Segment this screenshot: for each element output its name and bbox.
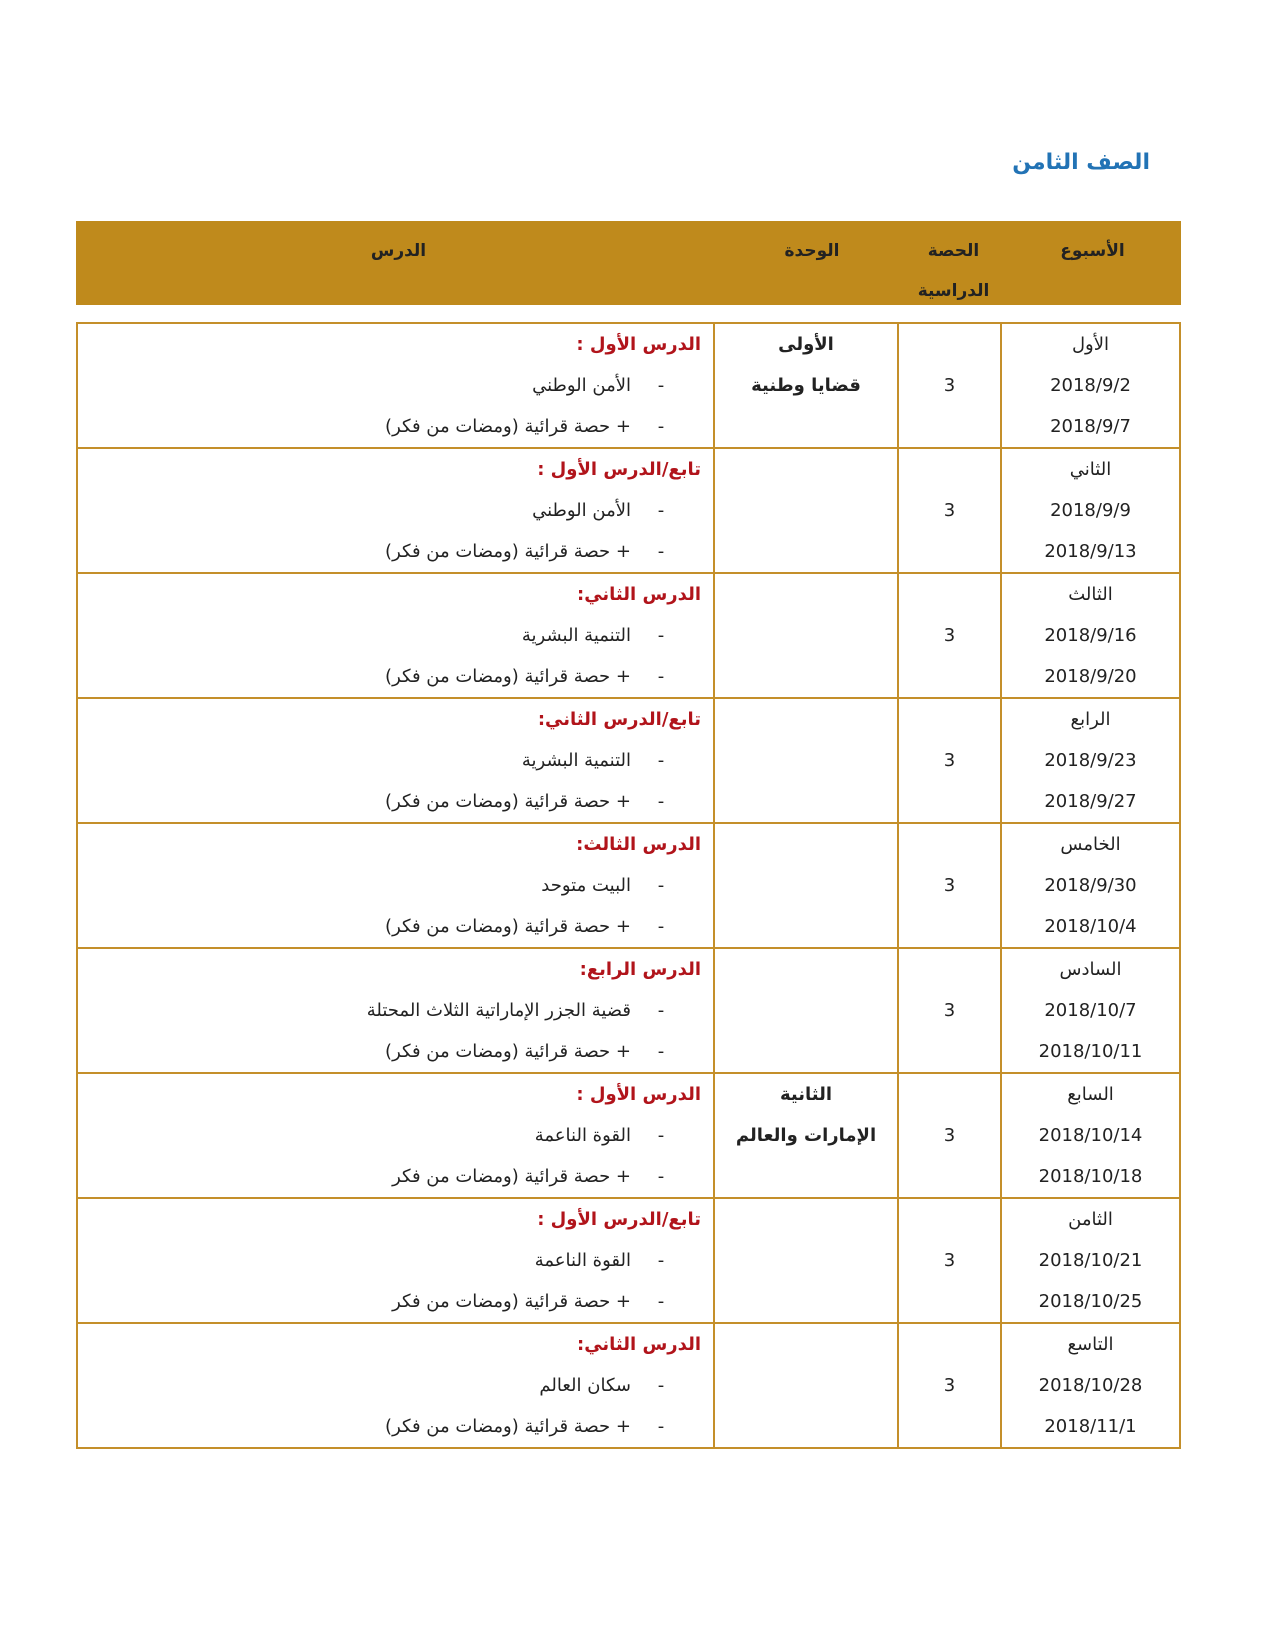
week-name: الثالث: [1068, 584, 1113, 605]
week-name: الثاني: [1069, 459, 1112, 480]
week-end: 2018/9/27: [1044, 791, 1137, 812]
unit-cell: [714, 1323, 898, 1448]
week-cell: [1001, 448, 1180, 573]
week-end: 2018/9/7: [1050, 416, 1131, 437]
bullet-dash: -: [657, 625, 665, 646]
week-name: السادس: [1059, 959, 1122, 980]
week-start: 2018/10/7: [1044, 1000, 1137, 1021]
week-name: الثامن: [1068, 1209, 1113, 1230]
week-start: 2018/9/2: [1050, 375, 1131, 396]
lesson-topic: الأمن الوطني: [532, 500, 631, 521]
unit-number: [715, 1199, 897, 1240]
bullet-dash: -: [657, 500, 665, 521]
unit-title: [715, 740, 897, 781]
sessions-cell: [898, 1323, 1001, 1448]
schedule-table: [76, 322, 1181, 1449]
unit-title: [715, 990, 897, 1031]
lesson-topic: البيت متوحد: [541, 875, 631, 896]
unit-cell: [714, 573, 898, 698]
week-name: السابع: [1067, 1084, 1114, 1105]
lesson-cell: [77, 698, 714, 823]
unit-number: [715, 824, 897, 865]
unit-cell: [714, 698, 898, 823]
lesson-cell: [77, 823, 714, 948]
unit-number: الأولى: [778, 334, 834, 355]
bullet-dash: -: [657, 1125, 665, 1146]
table-row: [77, 1323, 1180, 1448]
sessions-cell: [898, 1073, 1001, 1198]
unit-cell: [714, 1198, 898, 1323]
table-row: [77, 698, 1180, 823]
reading-session: + حصة قرائية (ومضات من فكر): [385, 1041, 631, 1062]
sessions-count: 3: [943, 1375, 956, 1396]
lesson-topic: التنمية البشرية: [521, 750, 631, 771]
bullet-dash: -: [657, 416, 665, 437]
bullet-dash: -: [657, 875, 665, 896]
sessions-cell: [898, 448, 1001, 573]
week-start: 2018/10/28: [1038, 1375, 1143, 1396]
bullet-dash: -: [657, 541, 665, 562]
lesson-topic: سكان العالم: [539, 1375, 631, 1396]
sessions-cell: [898, 948, 1001, 1073]
bullet-dash: -: [657, 916, 665, 937]
lesson-cell: [77, 448, 714, 573]
week-end: 2018/11/1: [1044, 1416, 1137, 1437]
lesson-topic: الأمن الوطني: [532, 375, 631, 396]
reading-session: + حصة قرائية (ومضات من فكر): [385, 916, 631, 937]
week-cell: [1001, 823, 1180, 948]
lesson-topic: القوة الناعمة: [534, 1250, 631, 1271]
unit-title: [715, 1240, 897, 1281]
unit-number: [715, 574, 897, 615]
header-sessions-line1: الحصة: [927, 241, 980, 261]
bullet-dash: -: [657, 666, 665, 687]
unit-title: [715, 1365, 897, 1406]
bullet-dash: -: [657, 1291, 665, 1312]
week-start: 2018/10/21: [1038, 1250, 1143, 1271]
week-start: 2018/9/9: [1050, 500, 1131, 521]
lesson-cell: [77, 948, 714, 1073]
week-end: 2018/10/4: [1044, 916, 1137, 937]
week-cell: [1001, 698, 1180, 823]
sessions-count: 3: [943, 1125, 956, 1146]
week-cell: [1001, 323, 1180, 448]
lesson-heading: الدرس الأول :: [576, 1084, 701, 1105]
bullet-dash: -: [657, 1166, 665, 1187]
unit-title: [715, 865, 897, 906]
table-row: [77, 1073, 1180, 1198]
week-name: التاسع: [1067, 1334, 1114, 1355]
lesson-topic: التنمية البشرية: [521, 625, 631, 646]
sessions-cell: [898, 573, 1001, 698]
unit-cell: [714, 948, 898, 1073]
table-row: [77, 823, 1180, 948]
reading-session: + حصة قرائية (ومضات من فكر: [392, 1166, 631, 1187]
unit-number: [715, 1324, 897, 1365]
week-cell: [1001, 1198, 1180, 1323]
lesson-heading: الدرس الأول :: [576, 334, 701, 355]
lesson-heading: الدرس الثاني:: [577, 584, 701, 605]
reading-session: + حصة قرائية (ومضات من فكر): [385, 541, 631, 562]
week-name: الرابع: [1070, 709, 1111, 730]
week-cell: [1001, 573, 1180, 698]
table-row: [77, 323, 1180, 448]
unit-number: الثانية: [779, 1084, 833, 1105]
table-row: [77, 948, 1180, 1073]
week-cell: [1001, 1323, 1180, 1448]
table-row: [77, 1198, 1180, 1323]
week-end: 2018/10/11: [1038, 1041, 1143, 1062]
bullet-dash: -: [657, 1250, 665, 1271]
week-name: الأول: [1071, 334, 1110, 355]
week-start: 2018/9/16: [1044, 625, 1137, 646]
lesson-heading: الدرس الثاني:: [577, 1334, 701, 1355]
sessions-count: 3: [943, 375, 956, 396]
week-end: 2018/10/18: [1038, 1166, 1143, 1187]
sessions-cell: [898, 823, 1001, 948]
header-lesson: الدرس: [370, 241, 427, 261]
lesson-heading: تابع/الدرس الأول :: [537, 459, 701, 480]
unit-cell: [714, 1073, 898, 1198]
sessions-count: 3: [943, 1000, 956, 1021]
page-title: الصف الثامن: [1012, 150, 1150, 175]
week-start: 2018/9/23: [1044, 750, 1137, 771]
lesson-cell: [77, 1073, 714, 1198]
unit-title: [715, 490, 897, 531]
table-row: [77, 448, 1180, 573]
header-sessions: [903, 221, 1004, 305]
unit-title: الإمارات والعالم: [735, 1125, 877, 1146]
table-header: [76, 221, 1181, 305]
lesson-heading: الدرس الرابع:: [579, 959, 701, 980]
lesson-cell: [77, 1323, 714, 1448]
sessions-count: 3: [943, 625, 956, 646]
lesson-cell: [77, 323, 714, 448]
week-name: الخامس: [1060, 834, 1121, 855]
sessions-count: 3: [943, 750, 956, 771]
header-week: الأسبوع: [1060, 241, 1125, 261]
reading-session: + حصة قرائية (ومضات من فكر): [385, 791, 631, 812]
bullet-dash: -: [657, 750, 665, 771]
sessions-cell: [898, 323, 1001, 448]
unit-cell: [714, 823, 898, 948]
bullet-dash: -: [657, 791, 665, 812]
unit-number: [715, 699, 897, 740]
reading-session: + حصة قرائية (ومضات من فكر: [392, 1291, 631, 1312]
bullet-dash: -: [657, 1375, 665, 1396]
week-cell: [1001, 1073, 1180, 1198]
unit-cell: [714, 448, 898, 573]
week-end: 2018/9/20: [1044, 666, 1137, 687]
sessions-count: 3: [943, 875, 956, 896]
reading-session: + حصة قرائية (ومضات من فكر): [385, 416, 631, 437]
lesson-heading: تابع/الدرس الأول :: [537, 1209, 701, 1230]
lesson-cell: [77, 1198, 714, 1323]
sessions-count: 3: [943, 500, 956, 521]
unit-cell: [714, 323, 898, 448]
week-end: 2018/9/13: [1044, 541, 1137, 562]
lesson-cell: [77, 573, 714, 698]
reading-session: + حصة قرائية (ومضات من فكر): [385, 666, 631, 687]
lesson-topic: القوة الناعمة: [534, 1125, 631, 1146]
reading-session: + حصة قرائية (ومضات من فكر): [385, 1416, 631, 1437]
lesson-topic: قضية الجزر الإماراتية الثلاث المحتلة: [366, 1000, 631, 1021]
sessions-count: 3: [943, 1250, 956, 1271]
unit-title: [715, 615, 897, 656]
week-end: 2018/10/25: [1038, 1291, 1143, 1312]
header-unit: الوحدة: [784, 241, 840, 261]
sessions-cell: [898, 698, 1001, 823]
unit-number: [715, 449, 897, 490]
bullet-dash: -: [657, 1416, 665, 1437]
bullet-dash: -: [657, 375, 665, 396]
unit-title: قضايا وطنية: [751, 375, 861, 396]
header-sessions-line2: الدراسية: [917, 281, 990, 301]
sessions-cell: [898, 1198, 1001, 1323]
bullet-dash: -: [657, 1041, 665, 1062]
lesson-heading: تابع/الدرس الثاني:: [537, 709, 701, 730]
table-row: [77, 573, 1180, 698]
week-start: 2018/9/30: [1044, 875, 1137, 896]
week-cell: [1001, 948, 1180, 1073]
lesson-heading: الدرس الثالث:: [576, 834, 701, 855]
bullet-dash: -: [657, 1000, 665, 1021]
week-start: 2018/10/14: [1038, 1125, 1143, 1146]
unit-number: [715, 949, 897, 990]
